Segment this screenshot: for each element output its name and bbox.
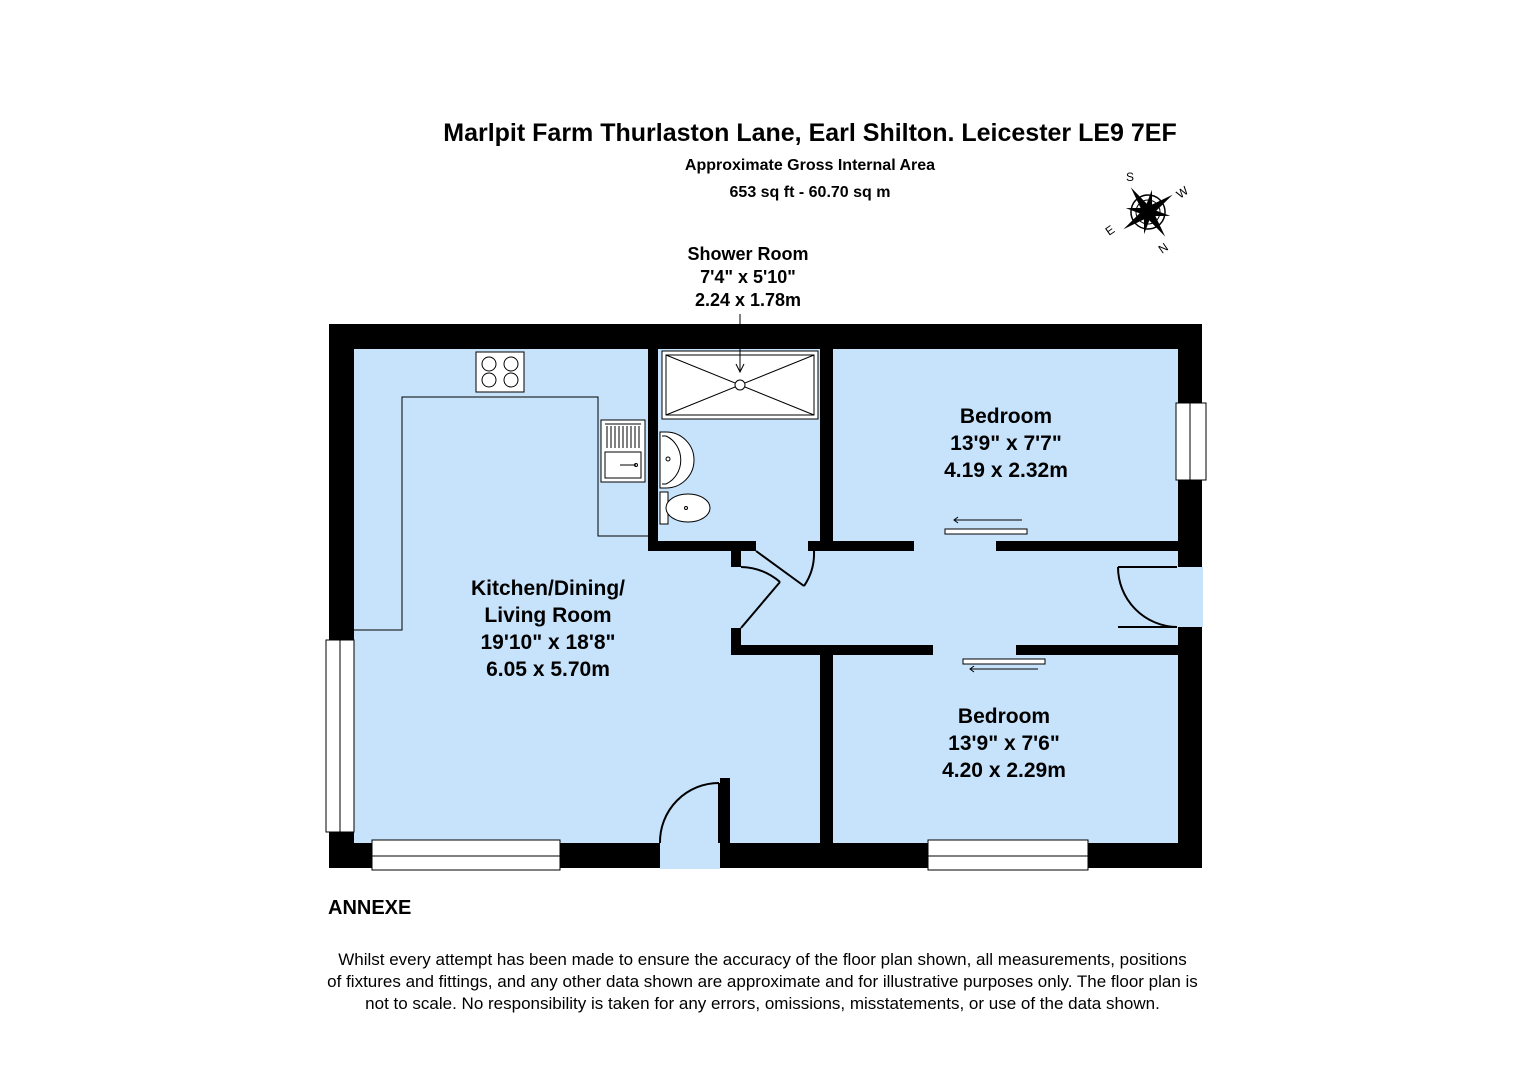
compass-e: E bbox=[1102, 222, 1118, 239]
compass-n: N bbox=[1155, 240, 1171, 257]
shower-room-metric: 2.24 x 1.78m bbox=[694, 290, 802, 310]
kitchen-name-line1: Kitchen/Dining/ bbox=[471, 577, 625, 600]
shower-room-name: Shower Room bbox=[687, 244, 809, 264]
disclaimer-line-3: not to scale. No responsibility is taken for any errors, omissions, misstatements, or use of the data shown. bbox=[365, 994, 1160, 1013]
compass-s: S bbox=[1126, 170, 1135, 184]
bedroom2-imperial: 13'9" x 7'6" bbox=[948, 732, 1060, 755]
disclaimer-line-1: Whilst every attempt has been made to ensure the accuracy of the floor plan shown, all measurements, positions bbox=[338, 950, 1187, 969]
entrance-door-opening bbox=[660, 842, 720, 869]
window-bottom-right bbox=[928, 840, 1088, 870]
disclaimer bbox=[270, 949, 1255, 1015]
compass-icon bbox=[1106, 170, 1190, 257]
kitchen-name-line2: Living Room bbox=[484, 604, 612, 627]
room-label-bedroom-1 bbox=[886, 403, 1126, 484]
bedroom1-name: Bedroom bbox=[959, 405, 1053, 428]
room-label-kitchen bbox=[417, 575, 679, 683]
floor-label: ANNEXE bbox=[328, 897, 412, 919]
kitchen-metric: 6.05 x 5.70m bbox=[486, 658, 610, 681]
area-subtitle: Approximate Gross Internal Area bbox=[684, 157, 936, 174]
room-label-shower bbox=[648, 243, 848, 312]
page-title: Marlpit Farm Thurlaston Lane, Earl Shilton. Leicester LE9 7EF bbox=[443, 119, 1177, 147]
bedroom2-metric: 4.20 x 2.29m bbox=[942, 759, 1066, 782]
shower-room-imperial: 7'4" x 5'10" bbox=[700, 267, 796, 287]
disclaimer-line-2: of fixtures and fittings, and any other data shown are approximate and for illustrative purposes only. The floor plan is bbox=[327, 972, 1198, 991]
compass-w: W bbox=[1173, 183, 1192, 202]
window-right bbox=[1176, 403, 1206, 480]
bedroom1-imperial: 13'9" x 7'7" bbox=[950, 432, 1062, 455]
kitchen-imperial: 19'10" x 18'8" bbox=[480, 631, 616, 654]
hob-icon bbox=[476, 352, 524, 392]
area-value: 653 sq ft - 60.70 sq m bbox=[729, 184, 891, 201]
bedroom1-metric: 4.19 x 2.32m bbox=[944, 459, 1068, 482]
window-bottom-left bbox=[372, 840, 560, 870]
side-door-opening bbox=[1177, 567, 1203, 627]
room-label-bedroom-2 bbox=[884, 703, 1124, 784]
bedroom2-name: Bedroom bbox=[957, 705, 1051, 728]
